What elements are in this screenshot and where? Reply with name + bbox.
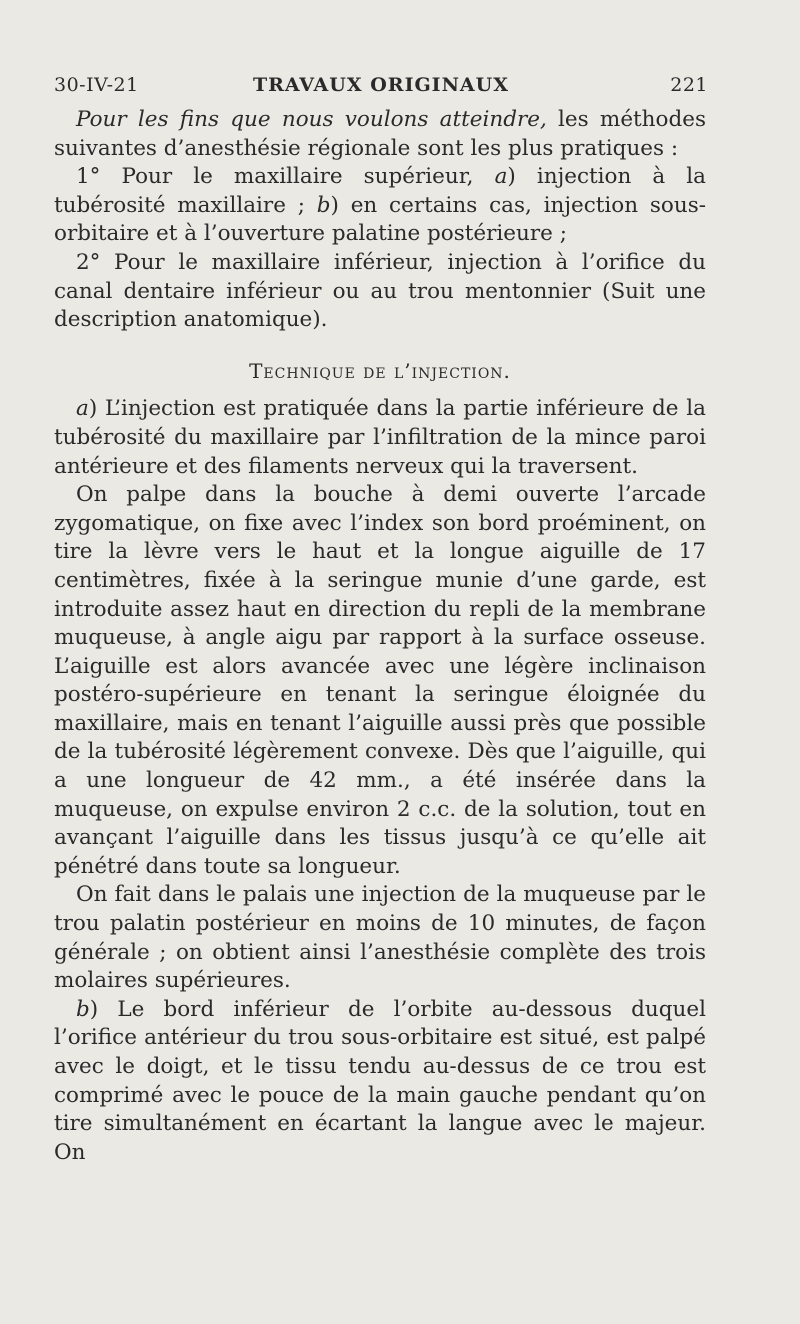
page-number: 221 <box>670 74 708 96</box>
section-title: Technique de l’injection. <box>249 358 511 383</box>
list-marker: b <box>76 996 90 1022</box>
paragraph-upper-maxilla <box>54 163 706 249</box>
italic-lead: Pour les fins que nous voulons atteindre, <box>76 107 547 132</box>
text-segment: ) en certains cas, injection sous-orbitaire et à l’ouverture palatine postérieure ; <box>54 192 706 247</box>
text-segment: 1° Pour le maxillaire supérieur, <box>76 164 495 190</box>
running-header <box>54 74 708 104</box>
list-marker: a <box>494 164 508 190</box>
text-segment: ) injection à la tubérosité maxillaire ; <box>54 164 706 218</box>
paragraph-technique-b <box>54 996 706 1168</box>
paragraph-technique-a <box>54 395 706 481</box>
text-segment: ) L’injection est pratiquée dans la partie inférieure de la tubérosité du maxillaire par l’infiltration de la mince paroi antérieure et des filaments nerveux qui la traversent. <box>54 396 706 479</box>
text-segment: ) Le bord inférieur de l’orbite au-dessous duquel l’orifice antérieur du trou sous-orbitaire est situé, est palpé avec le doigt, et le tissu tendu au-dessus de ce trou est comprimé avec le pouce de la main gauche pendant qu’on tire simultanément en écartant la langue avec le majeur. On <box>54 996 706 1165</box>
header-date: 30-IV-21 <box>54 74 139 96</box>
list-marker: b <box>316 192 331 218</box>
paragraph-intro-text: les méthodes suivantes d’anesthésie régionale sont les plus pratiques : <box>54 107 706 161</box>
body-text <box>54 106 706 1167</box>
paragraph-palpation: On palpe dans la bouche à demi ouverte l’arcade zygomatique, on fixe avec l’index son bord proéminent, on tire la lèvre vers le haut et la longue aiguille de 17 centimètres, fixée à la seringue munie d’une garde, est introduite assez haut en direction du repli de la membrane muqueuse, à angle aigu par rapport à la surface osseuse. L’aiguille est alors avancée avec une légère inclinaison postéro-supérieure en tenant la seringue éloignée du maxillaire, mais en tenant l’aiguille aussi près que possible de la tubérosité légèrement convexe. Dès que l’aiguille, qui a une longueur de 42 mm., a été insérée dans la muqueuse, on expulse environ 2 c.c. de la solution, tout en avançant l’aiguille dans les tissus jusqu’à ce qu’elle ait pénétré dans toute sa longueur. <box>54 482 706 879</box>
list-marker: a <box>76 396 89 422</box>
paragraph-palate: On fait dans le palais une injection de la muqueuse par le trou palatin postérieur en moins de 10 minutes, de façon générale ; on obtient ainsi l’anesthésie complète des trois molaires supérieures. <box>54 882 706 994</box>
header-title: TRAVAUX ORIGINAUX <box>253 74 509 96</box>
paragraph-intro <box>54 106 706 163</box>
paragraph-lower-maxilla: 2° Pour le maxillaire inférieur, injection à l’orifice du canal dentaire inférieur ou au trou mentonnier (Suit une description anatomique). <box>54 249 706 333</box>
